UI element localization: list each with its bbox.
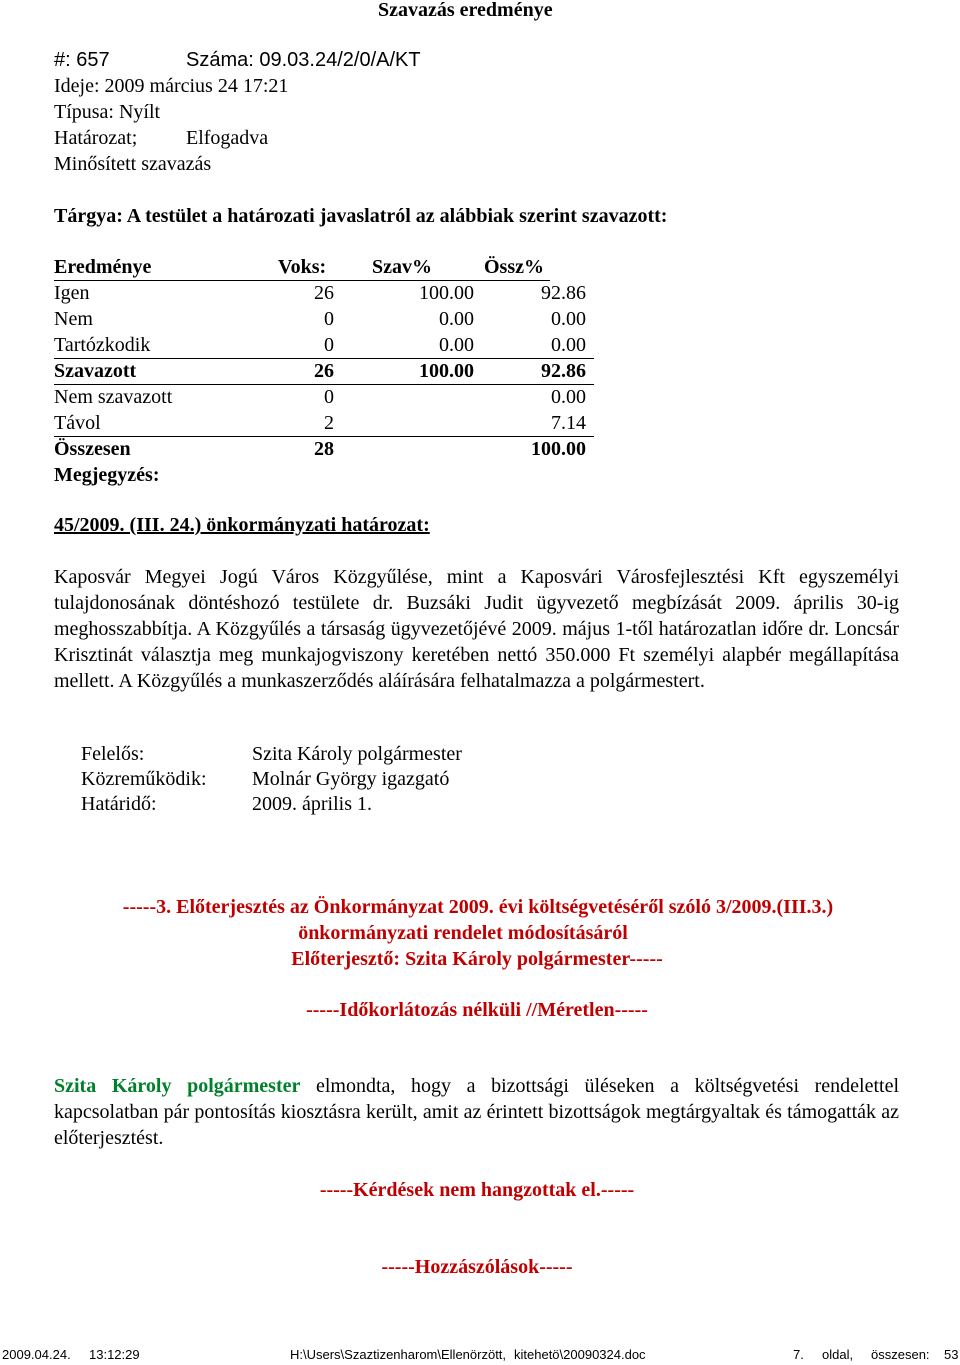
resolution-heading: 45/2009. (III. 24.) önkormányzati határozat: xyxy=(54,514,430,536)
page-title: Szavazás eredménye xyxy=(378,0,553,21)
footer-date: 2009.04.24. xyxy=(2,1347,71,1362)
table-row: Nem 0 0.00 0.00 xyxy=(54,308,586,330)
footer-page-label: oldal, xyxy=(822,1347,854,1362)
table-row: Távol 2 7.14 xyxy=(54,410,594,437)
decision-label: Határozat; xyxy=(54,127,138,149)
contributor-label: Közreműködik: xyxy=(81,768,207,790)
speech-text: elmondta, hogy a bizottsági üléseken a költségvetési rendelettel kapcsolatban pár pontosítás kiosztásra került, amit az érintett bizottságok megtárgyaltak és támogatták az előterjesztést. xyxy=(54,1075,900,1149)
contributor-value: Molnár György igazgató xyxy=(252,768,450,790)
agenda-item-title: -----3. Előterjesztés az Önkormányzat 2009. évi költségvetéséről szóló 3/2009.(III.3.) xyxy=(122,896,834,918)
time-limit-marker: -----Időkorlátozás nélküli //Méretlen----- xyxy=(306,999,648,1021)
note-label: Megjegyzés: xyxy=(54,464,160,486)
table-row: Nem szavazott 0 0.00 xyxy=(54,386,586,408)
vote-number: #: 657 xyxy=(54,49,110,71)
vote-id: Száma: 09.03.24/2/0/A/KT xyxy=(186,49,421,71)
table-row: Szavazott 26 100.00 92.86 xyxy=(54,358,594,385)
header-result: Eredménye xyxy=(54,256,152,278)
footer-total-number: 53 xyxy=(944,1347,959,1362)
vote-table-header xyxy=(54,254,550,281)
footer-time: 13:12:29 xyxy=(89,1347,140,1362)
table-row: Összesen 28 100.00 xyxy=(54,438,586,460)
vote-subject: Tárgya: A testület a határozati javaslatról az alábbiak szerint szavazott: xyxy=(54,205,668,227)
responsible-label: Felelős: xyxy=(81,743,145,765)
decision-value: Elfogadva xyxy=(186,127,269,149)
agenda-presenter: Előterjesztő: Szita Károly polgármester----- xyxy=(291,948,663,970)
header-ossz: Össz% xyxy=(484,256,544,278)
speech-paragraph xyxy=(54,1073,899,1151)
agenda-item-subtitle: önkormányzati rendelet módosításáról xyxy=(298,922,628,944)
deadline-label: Határidő: xyxy=(81,793,157,815)
speaker-name: Szita Károly polgármester xyxy=(54,1075,301,1097)
header-voks: Voks: xyxy=(278,256,327,278)
qualified-vote: Minősített szavazás xyxy=(54,153,212,175)
comments-marker: -----Hozzászólások----- xyxy=(381,1256,573,1278)
questions-marker: -----Kérdések nem hangzottak el.----- xyxy=(319,1179,635,1201)
deadline-value: 2009. április 1. xyxy=(252,793,372,815)
responsible-value: Szita Károly polgármester xyxy=(252,743,462,765)
vote-type: Típusa: Nyílt xyxy=(54,101,161,123)
footer-path: H:\Users\Szaztizenharom\Ellenörzött, xyxy=(290,1347,507,1362)
table-row: Tartózkodik 0 0.00 0.00 xyxy=(54,332,594,359)
footer-page-number: 7. xyxy=(793,1347,804,1362)
resolution-body: Kaposvár Megyei Jogú Város Közgyűlése, mint a Kaposvári Városfejlesztési Kft egyszemélyi tulajdonosának döntéshozó testülete dr. Buzsáki Judit ügyvezető megbízását 2009. április 30-ig meghosszabbítja. A Közgyűlés a társaság ügyvezetőjévé 2009. május 1-től határozatlan időre dr. Loncsár Krisztinát választja meg munkajogviszony keretében nettó 350.000 Ft személyi alapbér megállapítása mellett. A Közgyűlés a munkaszerződés aláírására felhatalmazza a polgármestert. xyxy=(54,566,899,692)
header-szav: Szav% xyxy=(372,256,432,278)
footer-filename: kitehetö\20090324.doc xyxy=(514,1347,646,1362)
footer-total-label: összesen: xyxy=(871,1347,930,1362)
table-row: Igen 26 100.00 92.86 xyxy=(54,282,586,304)
vote-time: Ideje: 2009 március 24 17:21 xyxy=(54,75,289,97)
